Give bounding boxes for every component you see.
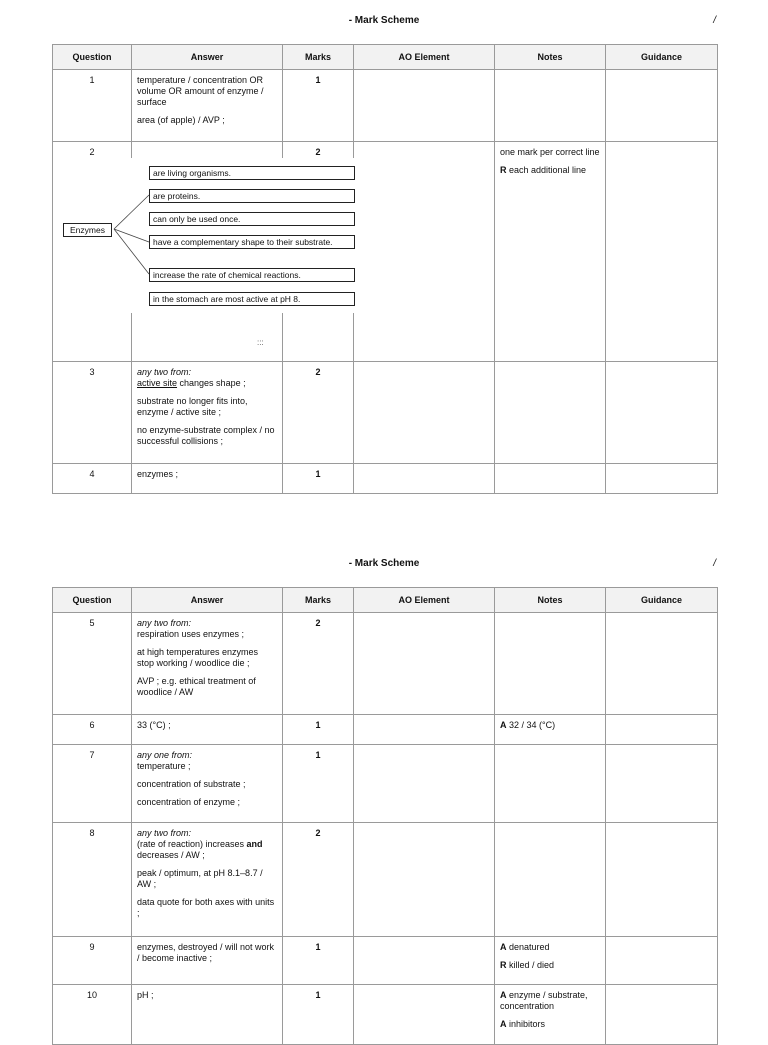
question-number: 8 — [53, 823, 132, 937]
notes-line: one mark per correct line — [500, 147, 600, 157]
notes-cell — [495, 937, 606, 985]
marks-cell: 1 — [283, 70, 354, 142]
answer-line: enzymes ; — [137, 469, 179, 479]
notes-cell — [495, 613, 606, 715]
answer-line: active site changes shape ; — [137, 378, 246, 388]
table-row — [53, 823, 718, 937]
answer-intro: any two from: — [137, 367, 192, 377]
table-row — [53, 715, 718, 745]
page-title: - Mark Scheme — [348, 15, 420, 26]
mark-scheme-table-2 — [52, 587, 718, 1045]
question-number: 6 — [53, 715, 132, 745]
answer-line: AVP ; e.g. ethical treatment of woodlice / AW — [137, 676, 256, 697]
marks-cell: 2 — [283, 142, 354, 362]
answer-line: substrate no longer fits into, enzyme / active site ; — [137, 396, 248, 417]
guidance-cell — [606, 613, 718, 715]
answer-line: concentration of enzyme ; — [137, 797, 241, 807]
notes-cell — [495, 142, 606, 362]
column-header-guidance: Guidance — [606, 45, 718, 70]
question-number: 1 — [53, 70, 132, 142]
notes-line: A denatured — [500, 942, 550, 952]
ao-element-cell — [354, 613, 495, 715]
answer-line: no enzyme-substrate complex / no successful collisions ; — [137, 425, 275, 446]
ao-element-cell — [354, 464, 495, 494]
marks-cell: 1 — [283, 464, 354, 494]
diagram-option: are proteins. — [149, 189, 355, 203]
column-header-notes: Notes — [495, 45, 606, 70]
column-header-notes: Notes — [495, 588, 606, 613]
table-row — [53, 745, 718, 823]
notes-cell — [495, 715, 606, 745]
answer-cell — [132, 715, 283, 745]
diagram-option: are living organisms. — [149, 166, 355, 180]
marks-cell: 1 — [283, 715, 354, 745]
page-slash: / — [713, 558, 716, 569]
answer-intro: any one from: — [137, 750, 193, 760]
question-number: 3 — [53, 362, 132, 464]
guidance-cell — [606, 985, 718, 1045]
answer-line: peak / optimum, at pH 8.1–8.7 / AW ; — [137, 868, 263, 889]
ao-element-cell — [354, 823, 495, 937]
question-number: 4 — [53, 464, 132, 494]
table-row — [53, 937, 718, 985]
marks-cell: 2 — [283, 613, 354, 715]
column-header-guidance: Guidance — [606, 588, 718, 613]
page-slash: / — [713, 15, 716, 26]
notes-line: A 32 / 34 (°C) — [500, 720, 556, 730]
question-number: 10 — [53, 985, 132, 1045]
column-header-question: Question — [53, 588, 132, 613]
enzymes-matching-diagram — [60, 140, 370, 360]
diagram-option: increase the rate of chemical reactions. — [149, 268, 355, 282]
answer-line: concentration of substrate ; — [137, 779, 246, 789]
ao-element-cell — [354, 985, 495, 1045]
ao-element-cell — [354, 745, 495, 823]
answer-line: respiration uses enzymes ; — [137, 629, 245, 639]
notes-line: R killed / died — [500, 960, 555, 970]
question-number: 7 — [53, 745, 132, 823]
marks-cell: 1 — [283, 745, 354, 823]
notes-cell — [495, 362, 606, 464]
notes-line: R each additional line — [500, 165, 587, 175]
marks-cell: 1 — [283, 985, 354, 1045]
answer-cell — [132, 823, 283, 937]
column-header-marks: Marks — [283, 588, 354, 613]
answer-line: temperature / concentration OR volume OR amount of enzyme / surface — [137, 75, 264, 107]
guidance-cell — [606, 937, 718, 985]
notes-cell — [495, 823, 606, 937]
answer-line: (rate of reaction) increases and decreases / AW ; — [137, 839, 263, 860]
table-row — [53, 362, 718, 464]
guidance-cell — [606, 142, 718, 362]
marks-cell: 1 — [283, 937, 354, 985]
guidance-cell — [606, 464, 718, 494]
notes-cell — [495, 70, 606, 142]
column-header-question: Question — [53, 45, 132, 70]
table-row — [53, 985, 718, 1045]
guidance-cell — [606, 70, 718, 142]
answer-line: 33 (°C) ; — [137, 720, 171, 730]
guidance-cell — [606, 823, 718, 937]
answer-intro: any two from: — [137, 828, 192, 838]
guidance-cell — [606, 362, 718, 464]
guidance-cell — [606, 715, 718, 745]
diagram-option: have a complementary shape to their substrate. — [149, 235, 355, 249]
table-header-row — [53, 588, 718, 613]
page-header — [0, 15, 768, 29]
question-number: 9 — [53, 937, 132, 985]
notes-cell — [495, 985, 606, 1045]
table-row — [53, 613, 718, 715]
table-header-row — [53, 45, 718, 70]
column-header-answer: Answer — [132, 45, 283, 70]
answer-cell — [132, 464, 283, 494]
diagram-option: in the stomach are most active at pH 8. — [149, 292, 355, 306]
answer-cell — [132, 985, 283, 1045]
marks-cell: 2 — [283, 362, 354, 464]
notes-cell — [495, 745, 606, 823]
answer-line: area (of apple) / AVP ; — [137, 115, 225, 125]
answer-line: data quote for both axes with units ; — [137, 897, 275, 918]
table-row — [53, 464, 718, 494]
diagram-option: can only be used once. — [149, 212, 355, 226]
answer-cell — [132, 70, 283, 142]
answer-cell — [132, 937, 283, 985]
answer-intro: any two from: — [137, 618, 192, 628]
column-header-marks: Marks — [283, 45, 354, 70]
table-row — [53, 70, 718, 142]
answer-line: pH ; — [137, 990, 154, 1000]
ao-element-cell — [354, 715, 495, 745]
answer-cell — [132, 362, 283, 464]
question-number: 2 — [53, 142, 132, 362]
column-header-answer: Answer — [132, 588, 283, 613]
enzymes-stem-box: Enzymes — [63, 223, 112, 237]
page-title: - Mark Scheme — [348, 558, 420, 569]
ao-element-cell — [354, 937, 495, 985]
answer-line: at high temperatures enzymes stop working / woodlice die ; — [137, 647, 259, 668]
marks-cell: 2 — [283, 823, 354, 937]
ellipsis-marker: ::: — [257, 338, 264, 347]
guidance-cell — [606, 745, 718, 823]
notes-line: A inhibitors — [500, 1019, 546, 1029]
ao-element-cell — [354, 362, 495, 464]
column-header-ao-element: AO Element — [354, 45, 495, 70]
ao-element-cell — [354, 70, 495, 142]
notes-cell — [495, 464, 606, 494]
ao-element-cell — [354, 142, 495, 362]
question-number: 5 — [53, 613, 132, 715]
notes-line: A enzyme / substrate, concentration — [500, 990, 588, 1011]
column-header-ao-element: AO Element — [354, 588, 495, 613]
answer-cell — [132, 745, 283, 823]
answer-line: temperature ; — [137, 761, 191, 771]
answer-line: enzymes, destroyed / will not work / become inactive ; — [137, 942, 275, 963]
answer-cell — [132, 613, 283, 715]
page-header — [0, 558, 768, 572]
